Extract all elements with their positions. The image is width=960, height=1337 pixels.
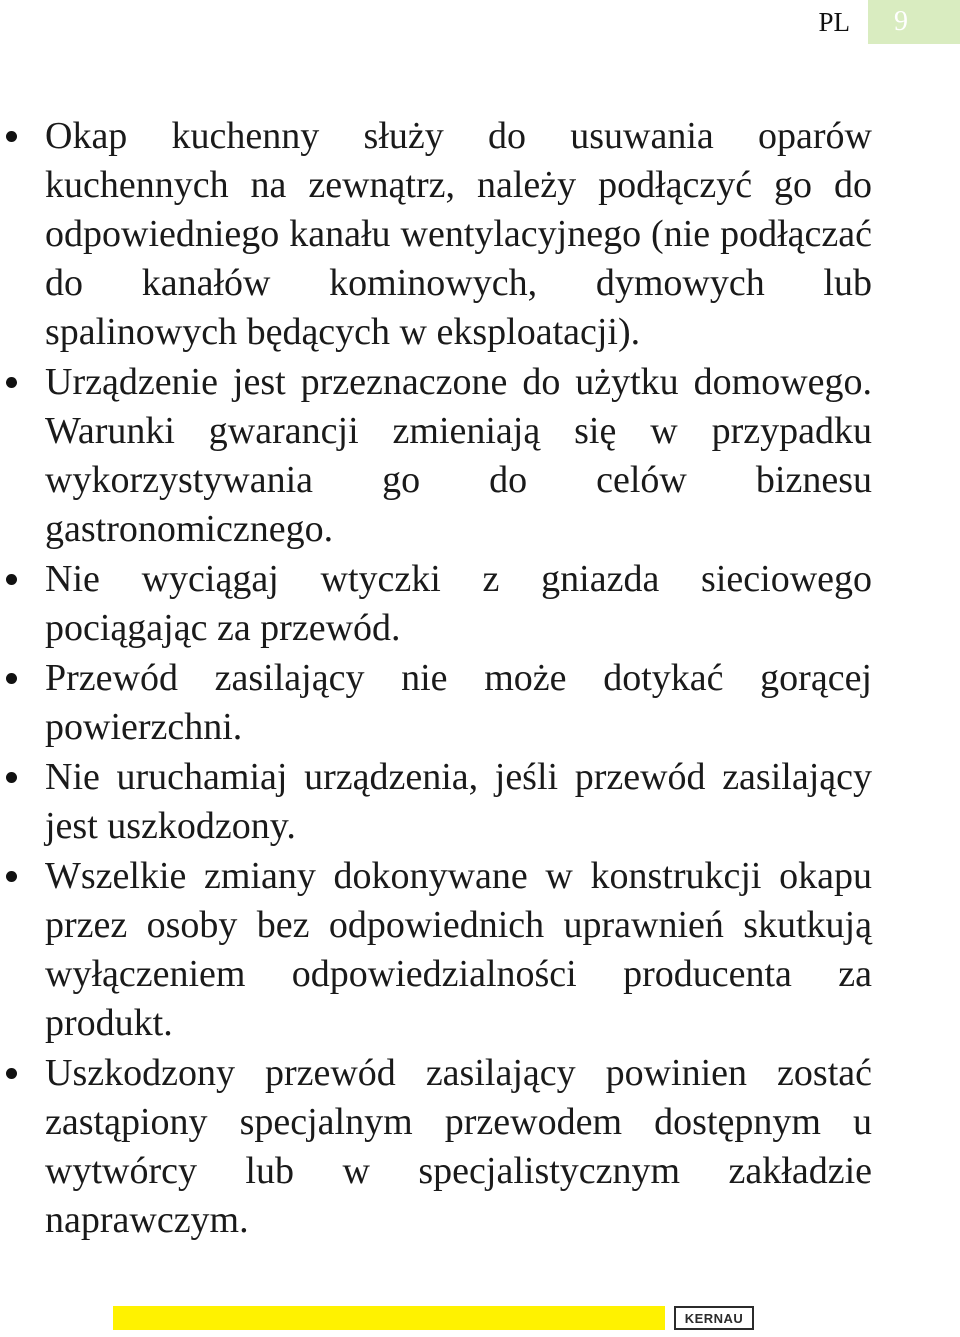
bullet-icon xyxy=(6,673,17,684)
bullet-text: Wszelkie zmiany dokonywane w konstrukcji okapu przez osoby bez odpowiednich uprawnień skutkują wyłączeniem odpowiedzialności producenta za produkt. xyxy=(45,855,872,1044)
bullet-list xyxy=(0,112,960,1245)
bullet-item xyxy=(0,1049,872,1245)
bullet-item xyxy=(0,358,872,554)
bullet-icon xyxy=(6,871,17,882)
footer-color-bar xyxy=(113,1306,665,1330)
bullet-icon xyxy=(6,377,17,388)
bullet-text: Okap kuchenny służy do usuwania oparów kuchennych na zewnątrz, należy podłączyć go do odpowiedniego kanału wentylacyjnego (nie podłączać do kanałów kominowych, dymowych lub spalinowych będących w eksploatacji). xyxy=(45,115,872,353)
bullet-icon xyxy=(6,574,17,585)
bullet-icon xyxy=(6,1068,17,1079)
bullet-text: Uszkodzony przewód zasilający powinien zostać zastąpiony specjalnym przewodem dostępnym u wytwórcy lub w specjalistycznym zakładzie naprawczym. xyxy=(45,1052,872,1241)
safety-instructions xyxy=(0,112,960,1246)
bullet-item xyxy=(0,654,872,752)
bullet-item xyxy=(0,753,872,851)
brand-logo: KERNAU xyxy=(674,1306,754,1330)
bullet-item xyxy=(0,555,872,653)
page-header xyxy=(818,0,960,44)
bullet-icon xyxy=(6,131,17,142)
bullet-text: Nie uruchamiaj urządzenia, jeśli przewód zasilający jest uszkodzony. xyxy=(45,756,872,847)
bullet-text: Przewód zasilający nie może dotykać gorącej powierzchni. xyxy=(45,657,872,748)
bullet-text: Urządzenie jest przeznaczone do użytku domowego. Warunki gwarancji zmieniają się w przypadku wykorzystywania go do celów biznesu gastronomicznego. xyxy=(45,361,872,550)
bullet-text: Nie wyciągaj wtyczki z gniazda sieciowego pociągając za przewód. xyxy=(45,558,872,649)
bullet-item xyxy=(0,112,872,357)
page-number: 9 xyxy=(868,0,960,44)
bullet-item xyxy=(0,852,872,1048)
language-label: PL xyxy=(818,7,850,37)
bullet-icon xyxy=(6,772,17,783)
